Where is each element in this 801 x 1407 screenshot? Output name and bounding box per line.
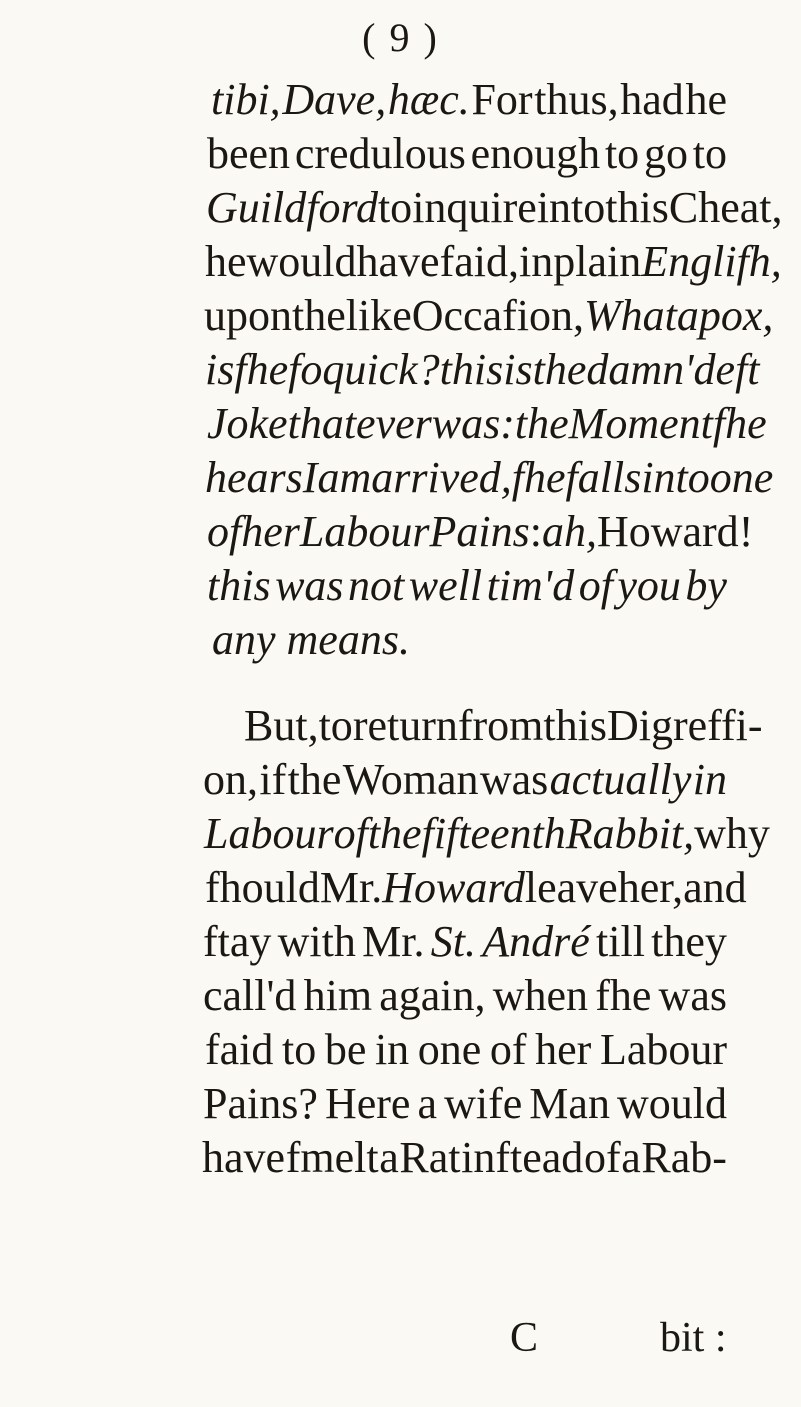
text-line bbox=[204, 290, 774, 342]
word: of bbox=[207, 507, 242, 556]
word: Mr. bbox=[319, 863, 383, 912]
text-line bbox=[203, 1078, 727, 1130]
word: been bbox=[207, 129, 291, 178]
word: not bbox=[348, 561, 405, 610]
word: arrived, bbox=[371, 453, 512, 502]
word: to bbox=[318, 701, 353, 750]
word: till bbox=[596, 917, 645, 966]
word: have bbox=[356, 237, 440, 286]
word: quick bbox=[322, 345, 418, 394]
word: Joke bbox=[207, 399, 288, 448]
word: ? bbox=[417, 345, 440, 394]
text-line bbox=[207, 398, 767, 450]
word: a bbox=[379, 1133, 399, 1182]
word: like bbox=[345, 291, 412, 340]
word: fhe bbox=[595, 971, 652, 1020]
word: have bbox=[202, 1133, 286, 1182]
text-line bbox=[205, 236, 782, 288]
word: would bbox=[246, 237, 357, 286]
word: that bbox=[287, 399, 357, 448]
word: this bbox=[439, 345, 504, 394]
word: Dave, bbox=[282, 75, 387, 124]
word: Labour bbox=[599, 1025, 727, 1074]
word: in bbox=[374, 1025, 410, 1074]
word: would bbox=[617, 1079, 727, 1128]
word: when bbox=[492, 971, 589, 1020]
word: why bbox=[694, 809, 770, 858]
word: Howard bbox=[596, 507, 739, 556]
word: a bbox=[417, 1079, 438, 1128]
text-line bbox=[202, 1132, 727, 1184]
word: Pains bbox=[429, 507, 530, 556]
word: to bbox=[282, 1025, 317, 1074]
word: St. bbox=[430, 917, 476, 966]
word: fhould bbox=[205, 863, 320, 912]
word: enough bbox=[470, 129, 601, 178]
word: be bbox=[324, 1025, 367, 1074]
word: fo bbox=[288, 345, 323, 394]
word: was bbox=[431, 399, 501, 448]
word: fifteenth bbox=[421, 809, 566, 858]
word: credulous bbox=[294, 129, 466, 178]
word: Howard bbox=[382, 863, 525, 912]
text-line bbox=[244, 700, 763, 752]
word: this bbox=[543, 701, 607, 750]
word: falls bbox=[565, 453, 642, 502]
word: : bbox=[500, 399, 515, 448]
text-line bbox=[207, 128, 727, 180]
word: Pains? bbox=[203, 1079, 318, 1128]
word: and bbox=[683, 863, 747, 912]
word: tim'd bbox=[486, 561, 575, 610]
word: in bbox=[519, 237, 554, 286]
word: I bbox=[302, 453, 318, 502]
word: ! bbox=[738, 507, 754, 556]
word: again, bbox=[379, 971, 486, 1020]
word: But, bbox=[244, 701, 319, 750]
word: this bbox=[605, 183, 669, 232]
word: of bbox=[489, 1025, 527, 1074]
word: tibi, bbox=[211, 75, 281, 124]
word: into bbox=[536, 183, 606, 232]
word: you bbox=[617, 561, 681, 610]
word: Man bbox=[529, 1079, 610, 1128]
text-line bbox=[203, 970, 727, 1022]
word: faid bbox=[205, 1025, 274, 1074]
word: Woman bbox=[342, 755, 479, 804]
word: damn'deft bbox=[586, 345, 760, 394]
word: fhe bbox=[511, 453, 566, 502]
word: the bbox=[292, 291, 346, 340]
word: of bbox=[333, 809, 368, 858]
word: return bbox=[352, 701, 458, 750]
word: from bbox=[457, 701, 544, 750]
word: they bbox=[651, 917, 727, 966]
word: well bbox=[408, 561, 483, 610]
word: he bbox=[205, 237, 247, 286]
text-line bbox=[212, 614, 410, 666]
word: Moment bbox=[568, 399, 713, 448]
word: was bbox=[658, 971, 727, 1020]
word: her bbox=[241, 507, 300, 556]
word: one bbox=[709, 453, 774, 502]
word: Cheat, bbox=[668, 183, 783, 232]
word: Labour bbox=[204, 809, 334, 858]
text-line bbox=[207, 560, 727, 612]
word: a bbox=[621, 1133, 641, 1182]
word: plain bbox=[553, 237, 642, 286]
text-line bbox=[205, 452, 774, 504]
word: in bbox=[692, 755, 727, 804]
word: Here bbox=[324, 1079, 411, 1128]
word: her bbox=[535, 1025, 592, 1074]
text-line bbox=[207, 506, 754, 558]
word: Rab- bbox=[641, 1133, 727, 1182]
word: call'd bbox=[203, 971, 297, 1020]
text-line bbox=[204, 808, 770, 860]
word: Rat bbox=[399, 1133, 461, 1182]
word: hears bbox=[205, 453, 303, 502]
word: leave bbox=[524, 863, 618, 912]
word: into bbox=[641, 453, 710, 502]
word: Mr. bbox=[362, 917, 425, 966]
word: actually bbox=[549, 755, 692, 804]
word: fhe bbox=[234, 345, 289, 394]
word: What bbox=[584, 291, 677, 340]
text-run: any means. bbox=[212, 615, 410, 664]
word: Englifh, bbox=[641, 237, 782, 286]
word: upon bbox=[204, 291, 292, 340]
text-line bbox=[203, 916, 727, 968]
catchword: bit : bbox=[660, 1315, 727, 1361]
word: the bbox=[367, 809, 422, 858]
word: For bbox=[471, 75, 533, 124]
page-number: ( 9 ) bbox=[362, 15, 439, 60]
word: inftead bbox=[461, 1133, 584, 1182]
word: Guildford bbox=[206, 183, 378, 232]
word: him bbox=[303, 971, 373, 1020]
text-line bbox=[211, 74, 727, 126]
signature-mark: C bbox=[510, 1315, 539, 1361]
word: on, bbox=[203, 755, 258, 804]
word: to bbox=[604, 129, 640, 178]
word: : bbox=[529, 507, 542, 556]
word: is bbox=[503, 345, 533, 394]
word: Rabbit, bbox=[565, 809, 695, 858]
word: inquire bbox=[412, 183, 537, 232]
text-line bbox=[205, 344, 760, 396]
word: am bbox=[317, 453, 372, 502]
word: the bbox=[287, 755, 342, 804]
word: go bbox=[643, 129, 688, 178]
text-line bbox=[203, 754, 727, 806]
word: a bbox=[676, 291, 699, 340]
word: fhe bbox=[712, 399, 767, 448]
word: the bbox=[532, 345, 587, 394]
word: was bbox=[275, 561, 344, 610]
text-line bbox=[206, 182, 783, 234]
word: had bbox=[620, 75, 684, 124]
word: hæc. bbox=[387, 75, 470, 124]
word: Occafion, bbox=[411, 291, 584, 340]
word: one bbox=[417, 1025, 482, 1074]
word: fmelt bbox=[285, 1133, 379, 1182]
word: was bbox=[479, 755, 549, 804]
text-line bbox=[205, 862, 747, 914]
word: wife bbox=[444, 1079, 523, 1128]
word: ftay bbox=[203, 917, 272, 966]
word: her, bbox=[617, 863, 684, 912]
word: of bbox=[578, 561, 613, 610]
word: Digreffi- bbox=[606, 701, 763, 750]
word: to bbox=[377, 183, 413, 232]
word: pox, bbox=[698, 291, 774, 340]
word: this bbox=[207, 561, 271, 610]
word: ever bbox=[356, 399, 432, 448]
word: he bbox=[685, 75, 727, 124]
word: by bbox=[685, 561, 727, 610]
word: with bbox=[277, 917, 356, 966]
word: Labour bbox=[299, 507, 430, 556]
word: thus, bbox=[534, 75, 619, 124]
text-line bbox=[205, 1024, 727, 1076]
word: is bbox=[205, 345, 235, 394]
word: the bbox=[514, 399, 569, 448]
word: to bbox=[692, 129, 727, 178]
word: ah, bbox=[541, 507, 597, 556]
word: faid, bbox=[439, 237, 519, 286]
word: if bbox=[259, 755, 287, 804]
word: André bbox=[482, 917, 590, 966]
word: of bbox=[583, 1133, 621, 1182]
